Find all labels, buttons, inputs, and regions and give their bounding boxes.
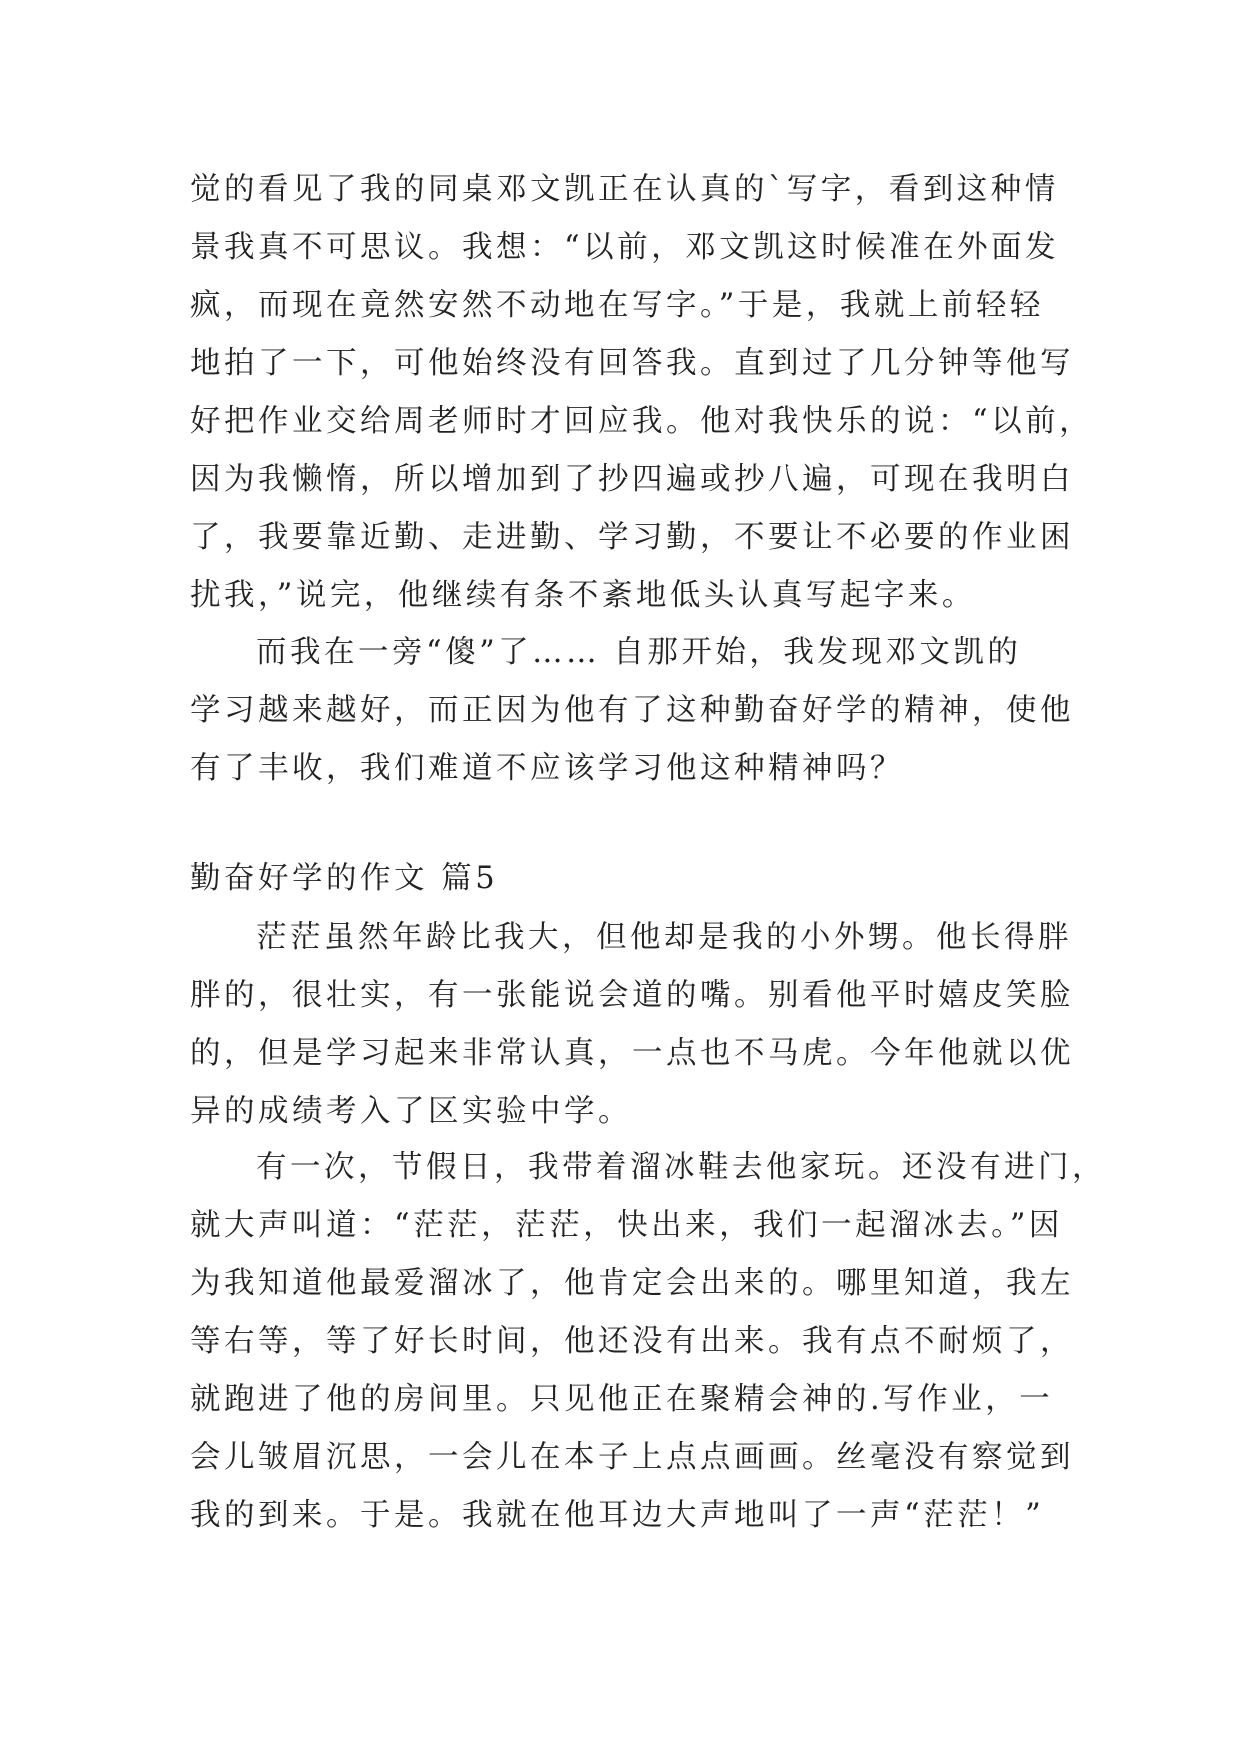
text-line: 而我在一旁“傻”了…… 自那开始，我发现邓文凯的 [256, 635, 1022, 670]
paragraph [190, 624, 1074, 798]
text-line: 我的到来。于是。我就在他耳边大声地叫了一声“茫茫！” [190, 1498, 1045, 1533]
text-line: 的，但是学习起来非常认真，一点也不马虎。今年他就以优 [190, 1036, 1074, 1071]
section-heading [190, 850, 1050, 908]
text-line: 有了丰收，我们难道不应该学习他这种精神吗？ [190, 751, 904, 786]
text-line: 就大声叫道：“茫茫，茫茫，快出来，我们一起溜冰去。”因 [190, 1208, 1063, 1243]
text-line: 觉的看见了我的同桌邓文凯正在认真的`写字，看到这种情 [190, 172, 1059, 207]
heading-text: 勤奋好学的作文 篇5 [190, 861, 499, 896]
text-line: 扰我，”说完，他继续有条不紊地低头认真写起字来。 [190, 578, 976, 613]
text-line: 了，我要靠近勤、走进勤、学习勤，不要让不必要的作业困 [190, 520, 1074, 555]
text-line: 景我真不可思议。我想：“以前，邓文凯这时候准在外面发 [190, 230, 1060, 265]
paragraph-continued [190, 161, 1094, 625]
text-line: 好把作业交给周老师时才回应我。他对我快乐的说：“以前， [190, 404, 1094, 439]
paragraph [190, 1139, 1106, 1545]
text-line: 等右等，等了好长时间，他还没有出来。我有点不耐烦了， [190, 1324, 1074, 1359]
text-line: 因为我懒惰，所以增加到了抄四遍或抄八遍，可现在我明白 [190, 462, 1074, 497]
text-line: 有一次，节假日，我带着溜冰鞋去他家玩。还没有进门， [256, 1150, 1106, 1185]
text-line: 地拍了一下，可他始终没有回答我。直到过了几分钟等他写 [190, 346, 1074, 381]
text-line: 就跑进了他的房间里。只见他正在聚精会神的.写作业，一 [190, 1382, 1054, 1417]
text-line: 异的成绩考入了区实验中学。 [190, 1094, 632, 1129]
text-line: 为我知道他最爱溜冰了，他肯定会出来的。哪里知道，我左 [190, 1266, 1074, 1301]
text-line: 疯，而现在竟然安然不动地在写字。”于是，我就上前轻轻 [190, 288, 1044, 323]
text-line: 胖的，很壮实，有一张能说会道的嘴。别看他平时嬉皮笑脸 [190, 978, 1074, 1013]
text-line: 茫茫虽然年龄比我大，但他却是我的小外甥。他长得胖 [256, 920, 1072, 955]
text-line: 会儿皱眉沉思，一会儿在本子上点点画画。丝毫没有察觉到 [190, 1440, 1074, 1475]
paragraph [190, 909, 1074, 1141]
text-line: 学习越来越好，而正因为他有了这种勤奋好学的精神，使他 [190, 693, 1074, 728]
